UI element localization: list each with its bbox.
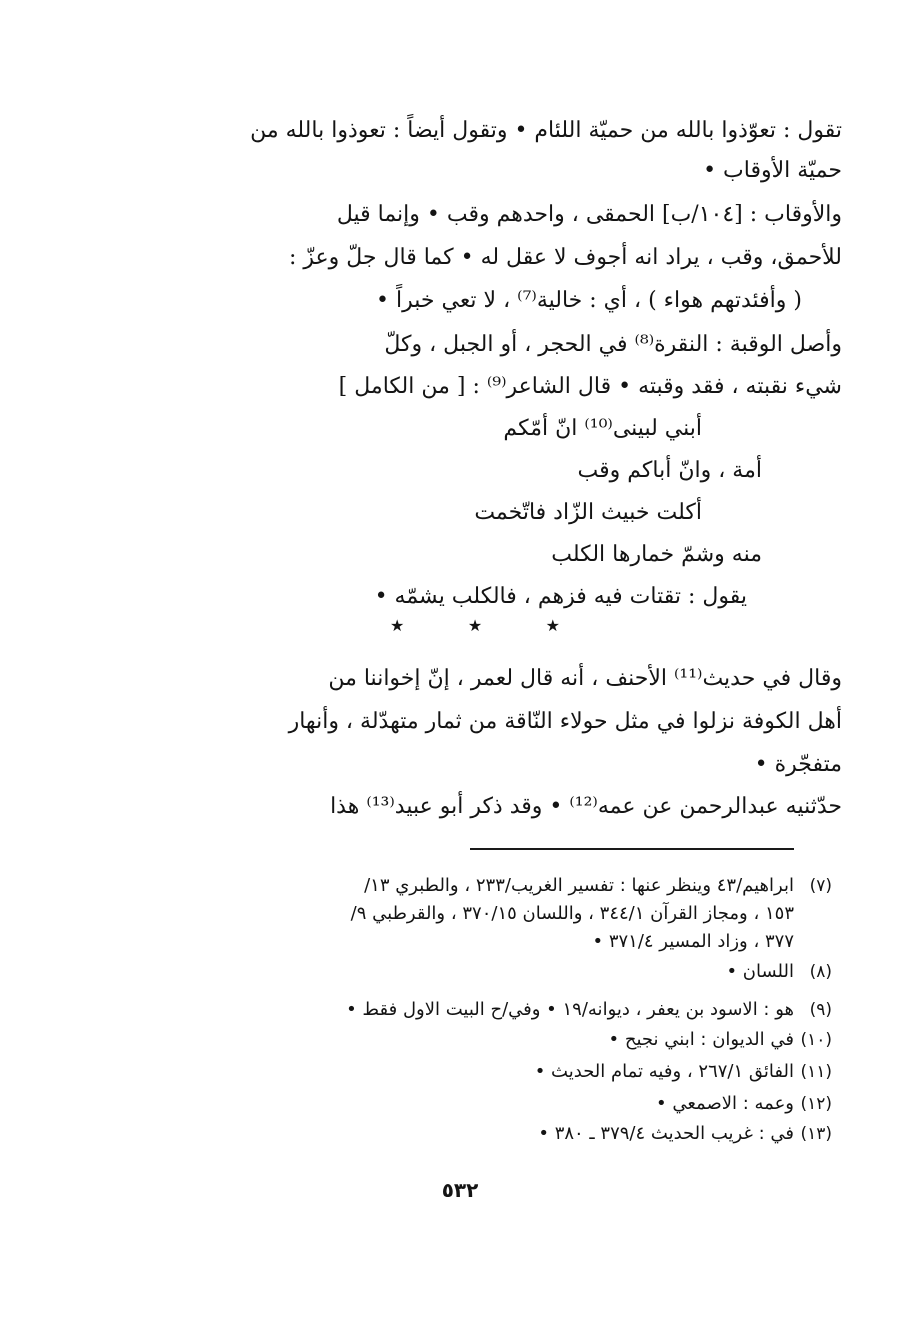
footnote-7-line-3: ٣٧٧ ، وزاد المسير ٣٧١/٤ •	[592, 931, 794, 952]
footnote-13: في : غريب الحديث ٣٧٩/٤ ـ ٣٨٠ •	[538, 1123, 794, 1144]
footnote-10: في الديوان : ابني نجيح •	[608, 1029, 794, 1050]
footnote-9: هو : الاسود بن يعفر ، ديوانه/١٩ • وفي/ح البيت الاول فقط •	[346, 999, 794, 1020]
body-line-4: للأحمق، وقب ، يراد انه أجوف لا عقل له • كما قال جلّ وعزّ :	[288, 245, 842, 270]
body-line-2: حميّة الأوقاب •	[703, 158, 842, 183]
body-line-10: متفجّرة •	[754, 752, 842, 777]
footnote-number: (١٠)	[800, 1030, 832, 1050]
star-icon: ★	[467, 616, 483, 635]
body-line-1: تقول : تعوّذوا بالله من حميّة اللئام • وتقول أيضاً : تعوذوا بالله من	[250, 118, 842, 143]
footnote-number: (١٣)	[800, 1124, 832, 1144]
page-number: ٥٣٢	[441, 1178, 479, 1202]
body-line-8: وقال في حديث⁽¹¹⁾ الأحنف ، أنه قال لعمر ، إنّ إخواننا من	[328, 666, 842, 691]
section-divider	[390, 616, 560, 635]
footnote-number: (٨)	[809, 962, 832, 982]
footnote-number: (٧)	[809, 876, 832, 896]
footnote-12: وعمه : الاصمعي •	[656, 1093, 794, 1114]
footnote-number: (١٢)	[800, 1094, 832, 1114]
body-line-5: ( وأفئدتهم هواء ) ، أي : خالية⁽⁷⁾ ، لا تعي خبراً •	[376, 288, 802, 313]
footnote-number: (١١)	[800, 1062, 832, 1082]
footnote-11: الفائق ٢٦٧/١ ، وفيه تمام الحديث •	[534, 1061, 794, 1082]
verse-line-1: أبني لبينى⁽¹⁰⁾ انّ أمّكم	[503, 416, 702, 441]
footnote-8: اللسان •	[726, 961, 794, 982]
verse-commentary: يقول : تقتات فيه فزهم ، فالكلب يشمّه •	[374, 584, 747, 609]
verse-line-2: أمة ، وانّ أباكم وقب	[577, 458, 762, 483]
verse-line-3: أكلت خبيث الزّاد فاتّخمت	[474, 500, 702, 525]
body-line-11: حدّثنيه عبدالرحمن عن عمه⁽¹²⁾ • وقد ذكر أبو عبيد⁽¹³⁾ هذا	[330, 794, 842, 819]
footnote-number: (٩)	[809, 1000, 832, 1020]
body-line-6: وأصل الوقبة : النقرة⁽⁸⁾ في الحجر ، أو الجبل ، وكلّ	[384, 332, 842, 357]
footnote-7-line-2: ١٥٣ ، ومجاز القرآن ٣٤٤/١ ، واللسان ٣٧٠/١٥ ، والقرطبي ٩/	[350, 903, 794, 924]
footnote-separator	[470, 848, 794, 850]
body-line-7: شيء نقبته ، فقد وقبته • قال الشاعر⁽⁹⁾ : [ من الكامل ]	[338, 374, 842, 399]
star-icon: ★	[545, 616, 560, 635]
body-line-3: والأوقاب : [١٠٤/ب] الحمقى ، واحدهم وقب • وإنما قيل	[336, 202, 842, 227]
verse-line-4: منه وشمّ خمارها الكلب	[551, 542, 762, 567]
star-icon: ★	[390, 616, 405, 635]
body-line-9: أهل الكوفة نزلوا في مثل حولاء النّاقة من ثمار متهدّلة ، وأنهار	[288, 709, 842, 734]
footnote-7-line-1: ابراهيم/٤٣ وينظر عنها : تفسير الغريب/٢٣٣ ، والطبري ١٣/	[364, 875, 794, 896]
